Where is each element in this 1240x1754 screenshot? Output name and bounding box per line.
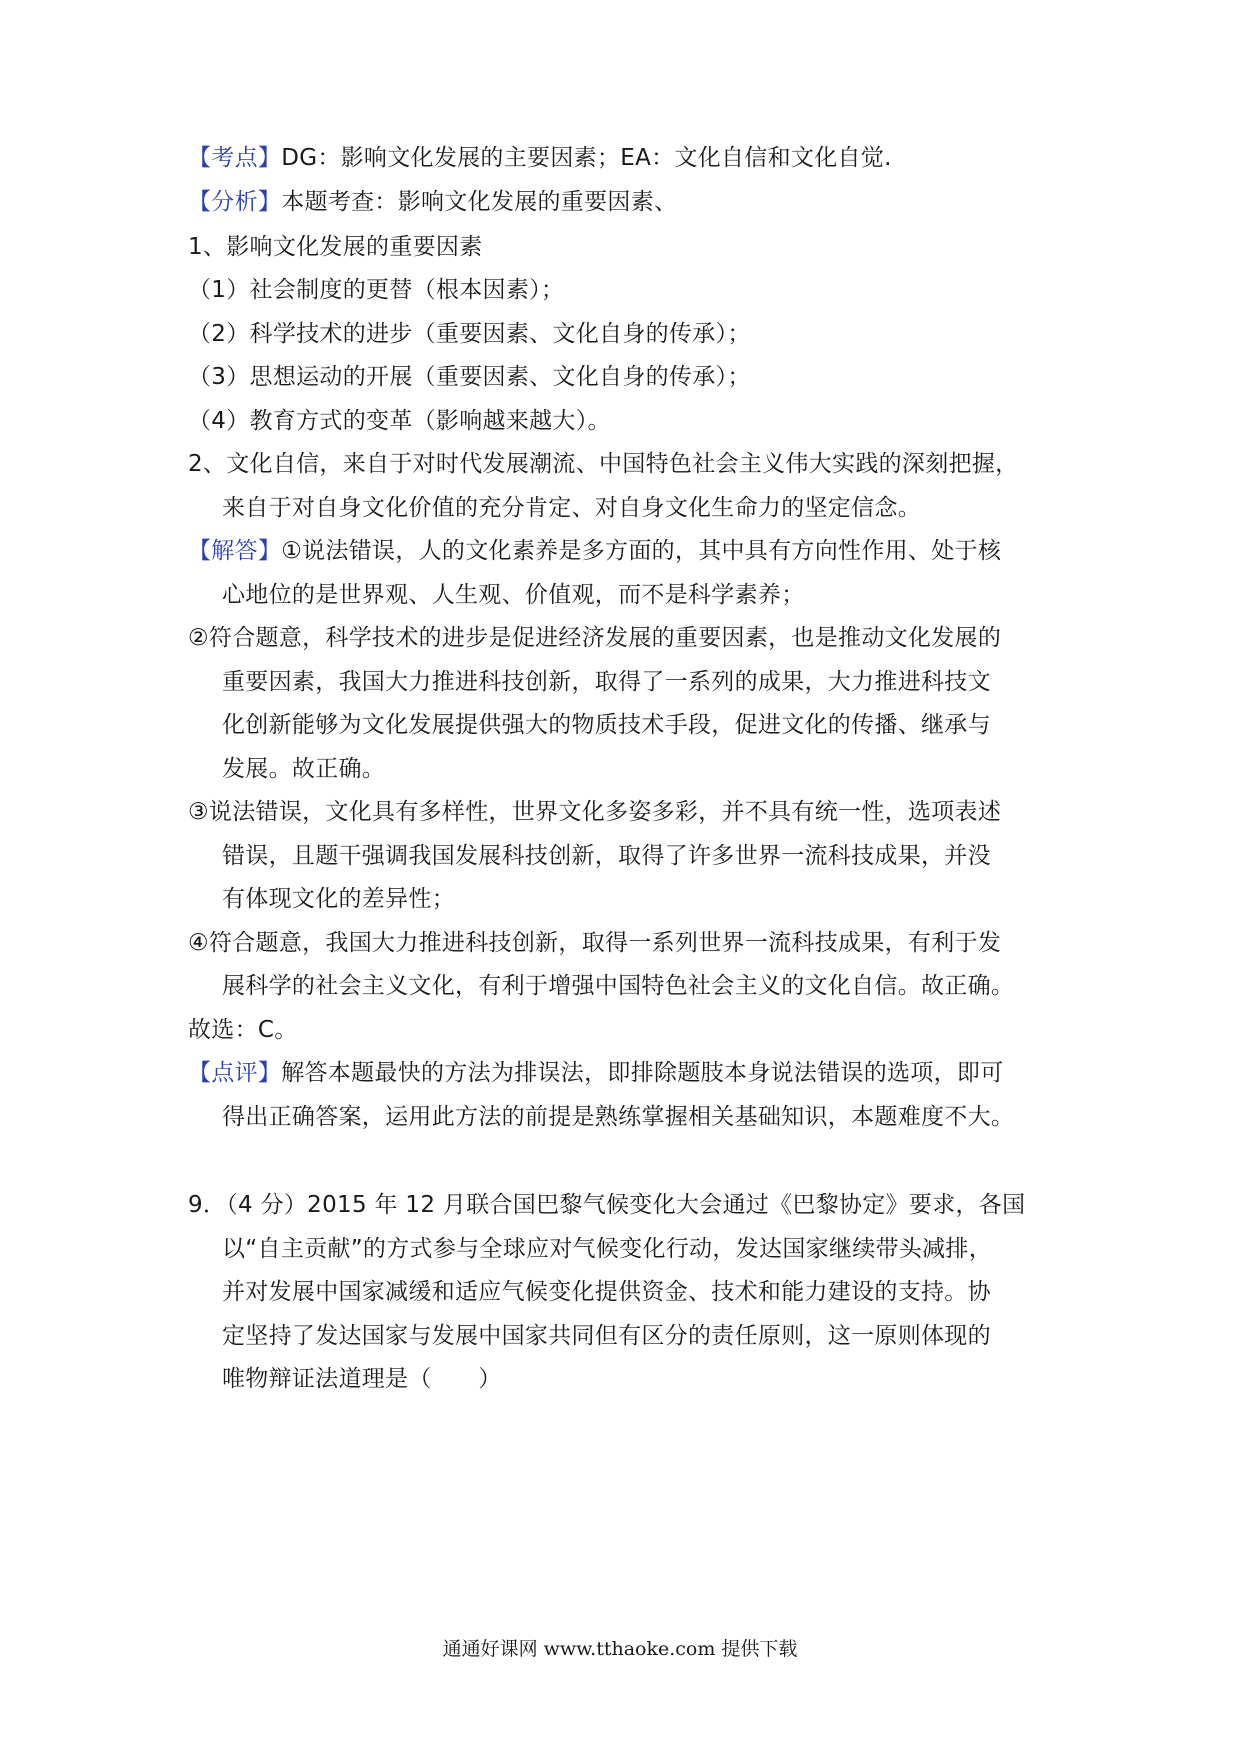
- jieda-tag: 【解答】: [188, 538, 282, 564]
- fenxi-text: 本题考查：影响文化发展的重要因素、: [281, 189, 678, 215]
- question9-line-3: 并对发展中国家减缓和适应气候变化提供资金、技术和能力建设的支持。协: [222, 1279, 991, 1305]
- dianping-tag: 【点评】: [188, 1060, 282, 1086]
- question9-line-4: 定坚持了发达国家与发展中国家共同但有区分的责任原则，这一原则体现的: [222, 1323, 991, 1349]
- dianping-line-cont: 得出正确答案，运用此方法的前提是熟练掌握相关基础知识，本题难度不大。: [222, 1104, 1015, 1130]
- dianping-text: 解答本题最快的方法为排误法，即排除题肢本身说法错误的选项，即可: [281, 1060, 1004, 1086]
- dianping-line: [188, 1057, 1068, 1089]
- jieda-text: ①说法错误，人的文化素养是多方面的，其中具有方向性作用、处于核: [281, 538, 1002, 564]
- page-footer: 通通好课网 www.tthaoke.com 提供下载: [442, 1638, 798, 1660]
- jieda-line-3: ③说法错误，文化具有多样性，世界文化多姿多彩，并不具有统一性，选项表述: [188, 799, 1002, 825]
- jieda-line-2-cont-c: 发展。故正确。: [222, 756, 386, 782]
- jieda-line-3-cont-a: 错误，且题干强调我国发展科技创新，取得了许多世界一流科技成果，并没: [222, 843, 991, 869]
- kaodian-tag: 【考点】: [188, 145, 282, 171]
- fenxi-point-1-4: （4）教育方式的变革（影响越来越大）。: [188, 408, 611, 434]
- fenxi-point-1-2: （2）科学技术的进步（重要因素、文化自身的传承）；: [188, 321, 751, 347]
- question9-line-5: 唯物辩证法道理是（ ）: [222, 1366, 502, 1392]
- jieda-line-4: ④符合题意，我国大力推进科技创新，取得一系列世界一流科技成果，有利于发: [188, 930, 1002, 956]
- question9-line-2: 以“自主贡献”的方式参与全球应对气候变化行动，发达国家继续带头减排，: [222, 1236, 993, 1262]
- kaodian-text: DG：影响文化发展的主要因素；EA：文化自信和文化自觉.: [281, 145, 892, 171]
- fenxi-point-1: 1、影响文化发展的重要因素: [188, 234, 483, 260]
- fenxi-point-2-cont: 来自于对自身文化价值的充分肯定、对自身文化生命力的坚定信念。: [222, 495, 921, 521]
- fenxi-tag: 【分析】: [188, 189, 282, 215]
- fenxi-point-1-3: （3）思想运动的开展（重要因素、文化自身的传承）；: [188, 364, 751, 390]
- jieda-line-2: ②符合题意，科学技术的进步是促进经济发展的重要因素，也是推动文化发展的: [188, 625, 1002, 651]
- fenxi-line: [188, 186, 1068, 218]
- jieda-line-4-cont: 展科学的社会主义文化，有利于增强中国特色社会主义的文化自信。故正确。: [222, 973, 1015, 999]
- jieda-line: [188, 535, 1068, 567]
- question9-line-1: 9．（4 分）2015 年 12 月联合国巴黎气候变化大会通过《巴黎协定》要求，各国: [188, 1192, 1026, 1218]
- kaodian-line: [188, 142, 1068, 174]
- jieda-line-1-cont: 心地位的是世界观、人生观、价值观，而不是科学素养；: [222, 582, 805, 608]
- jieda-line-2-cont-b: 化创新能够为文化发展提供强大的物质技术手段，促进文化的传播、继承与: [222, 712, 991, 738]
- jieda-line-2-cont-a: 重要因素，我国大力推进科技创新，取得了一系列的成果，大力推进科技文: [222, 669, 991, 695]
- jieda-answer: 故选：C。: [188, 1017, 298, 1043]
- fenxi-point-1-1: （1）社会制度的更替（根本因素）；: [188, 277, 565, 303]
- fenxi-point-2: 2、文化自信，来自于对时代发展潮流、中国特色社会主义伟大实践的深刻把握，: [188, 451, 1019, 477]
- jieda-line-3-cont-b: 有体现文化的差异性；: [222, 886, 455, 912]
